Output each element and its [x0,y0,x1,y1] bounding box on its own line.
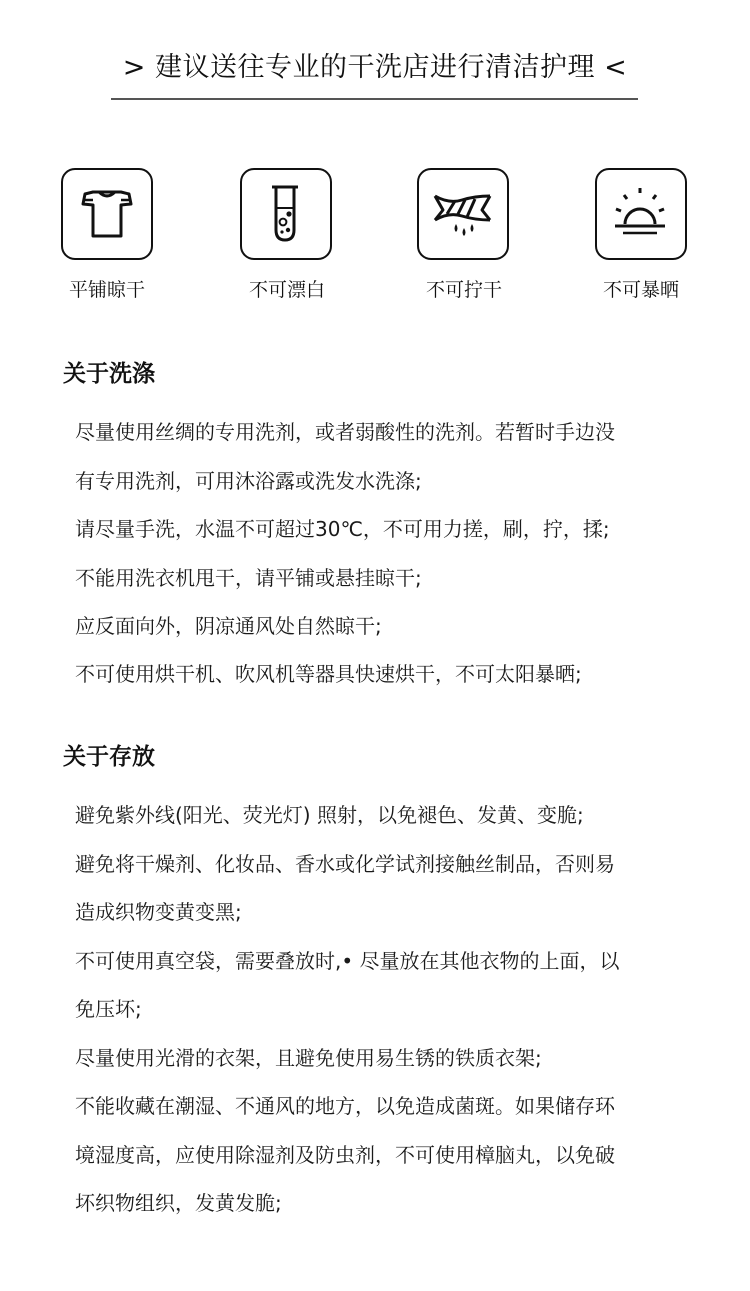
care-label-flat-dry: 平铺晾干 [68,279,145,301]
washing-line: 请尽量手洗，水温不可超过30℃，不可用力搓，刷，拧，揉; [75,517,610,541]
care-symbol-no-wring [417,168,509,260]
storage-line: 境湿度高，应使用除湿剂及防虫剂，不可使用樟脑丸，以免破 [75,1143,615,1167]
storage-heading: 关于存放 [63,744,155,770]
storage-line: 免压坏; [75,997,142,1021]
title-underline [111,98,638,100]
storage-line: 避免将干燥剂、化妆品、香水或化学试剂接触丝制品，否则易 [75,852,615,876]
storage-line: 不能收藏在潮湿、不通风的地方，以免造成菌斑。如果储存环 [75,1094,615,1118]
storage-line: 尽量使用光滑的衣架，且避免使用易生锈的铁质衣架; [75,1046,542,1070]
washing-line: 有专用洗剂，可用沐浴露或洗发水洗涤; [75,469,422,493]
no-sun-exposure-icon [597,170,684,257]
care-label-no-wring: 不可拧干 [425,279,502,301]
care-symbol-no-bleach [240,168,332,260]
tshirt-flat-dry-icon [63,170,150,257]
washing-line: 应反面向外，阴凉通风处自然晾干; [75,614,382,638]
storage-line: 坏织物组织，发黄发脆; [75,1191,282,1215]
page-title: > 建议送往专业的干洗店进行清洁护理 < [122,52,628,83]
washing-heading: 关于洗涤 [63,361,155,387]
washing-line: 尽量使用丝绸的专用洗剂，或者弱酸性的洗剂。若暂时手边没 [75,420,615,444]
washing-line: 不可使用烘干机、吹风机等器具快速烘干，不可太阳暴晒; [75,662,582,686]
storage-line: 不可使用真空袋，需要叠放时,• 尽量放在其他衣物的上面，以 [75,949,620,973]
no-bleach-test-tube-icon [242,170,329,257]
care-symbol-flat-dry [61,168,153,260]
care-label-no-bleach: 不可漂白 [248,279,325,301]
care-symbol-no-sun [595,168,687,260]
care-label-no-sun: 不可暴晒 [602,279,679,301]
storage-line: 造成织物变黄变黑; [75,900,242,924]
washing-line: 不能用洗衣机甩干，请平铺或悬挂晾干; [75,566,422,590]
storage-line: 避免紫外线(阳光、荧光灯) 照射，以免褪色、发黄、变脆; [75,803,584,827]
no-wring-icon [419,170,506,257]
